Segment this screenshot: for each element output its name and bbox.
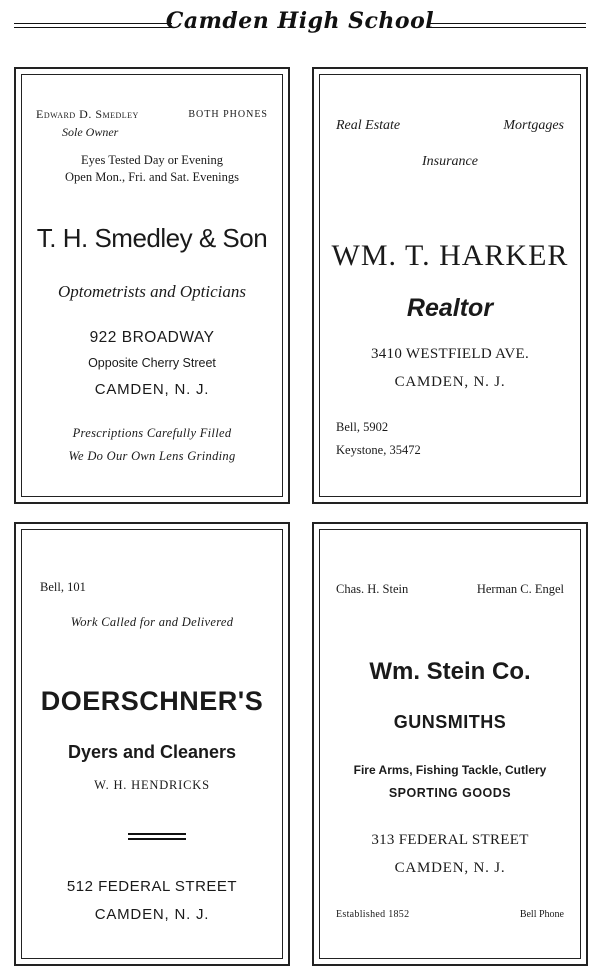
- ad-hours-line-1: Eyes Tested Day or Evening: [81, 153, 223, 167]
- ad-service-insurance: Insurance: [422, 154, 478, 169]
- ad-harker: [312, 67, 588, 504]
- ad-service-mortgages: Mortgages: [503, 118, 564, 133]
- ad-inner-border: [319, 74, 581, 497]
- ad-firm-name: T. H. Smedley & Son: [36, 223, 268, 253]
- ad-service-real-estate: Real Estate: [336, 118, 401, 133]
- ad-established: Established 1852: [336, 909, 410, 920]
- ad-goods-line-1: Fire Arms, Fishing Tackle, Cutlery: [353, 763, 547, 777]
- ad-phone-bell: Bell, 101: [40, 580, 86, 594]
- ad-phone-keystone: Keystone, 35472: [336, 443, 421, 457]
- ad-owner-role: Sole Owner: [62, 125, 119, 139]
- ad-firm-name: WM. T. HARKER: [331, 239, 569, 272]
- ad-city: CAMDEN, N. J.: [394, 374, 506, 390]
- ad-city: CAMDEN, N. J.: [394, 860, 506, 876]
- ad-note: Work Called for and Delivered: [70, 615, 234, 629]
- ad-divider: [128, 833, 186, 840]
- ad-owner-name: Edward D. Smedley: [36, 107, 139, 121]
- page-title: Camden High School: [165, 8, 435, 34]
- ad-inner-border: [21, 74, 283, 497]
- ad-address: 3410 WESTFIELD AVE.: [370, 346, 530, 362]
- page-header: [14, 6, 586, 46]
- ad-firm-name: Wm. Stein Co.: [369, 658, 531, 685]
- ad-address: 313 FEDERAL STREET: [371, 832, 529, 848]
- ad-note-line-1: Prescriptions Carefully Filled: [72, 426, 232, 440]
- header-rule-right: [428, 23, 586, 28]
- ad-phone: Bell Phone: [519, 909, 564, 920]
- ad-profession: Dyers and Cleaners: [67, 742, 237, 762]
- ad-address: 512 FEDERAL STREET: [66, 878, 238, 895]
- ad-smedley: [14, 67, 290, 504]
- ad-profession: Realtor: [406, 294, 494, 322]
- ad-manager: W. H. HENDRICKS: [94, 778, 210, 792]
- ad-note-line-2: We Do Our Own Lens Grinding: [68, 449, 236, 463]
- ad-hours-line-2: Open Mon., Fri. and Sat. Evenings: [65, 170, 239, 184]
- ad-city: CAMDEN, N. J.: [94, 906, 210, 923]
- ad-address: 922 BROADWAY: [89, 329, 215, 346]
- ad-partner-1: Chas. H. Stein: [336, 582, 409, 596]
- ad-inner-border: [319, 529, 581, 959]
- ad-phones: BOTH PHONES: [188, 109, 268, 120]
- ad-inner-border: [21, 529, 283, 959]
- ad-profession: GUNSMITHS: [393, 712, 507, 732]
- ad-firm-name: DOERSCHNER'S: [40, 686, 264, 716]
- ad-doerschners: [14, 522, 290, 966]
- ad-phone-bell: Bell, 5902: [336, 420, 389, 434]
- ad-landmark: Opposite Cherry Street: [88, 356, 216, 370]
- ad-partner-2: Herman C. Engel: [476, 582, 564, 596]
- ad-profession: Optometrists and Opticians: [58, 282, 246, 301]
- ad-city: CAMDEN, N. J.: [94, 381, 210, 398]
- ad-stein: [312, 522, 588, 966]
- ad-goods-line-2: SPORTING GOODS: [388, 786, 512, 800]
